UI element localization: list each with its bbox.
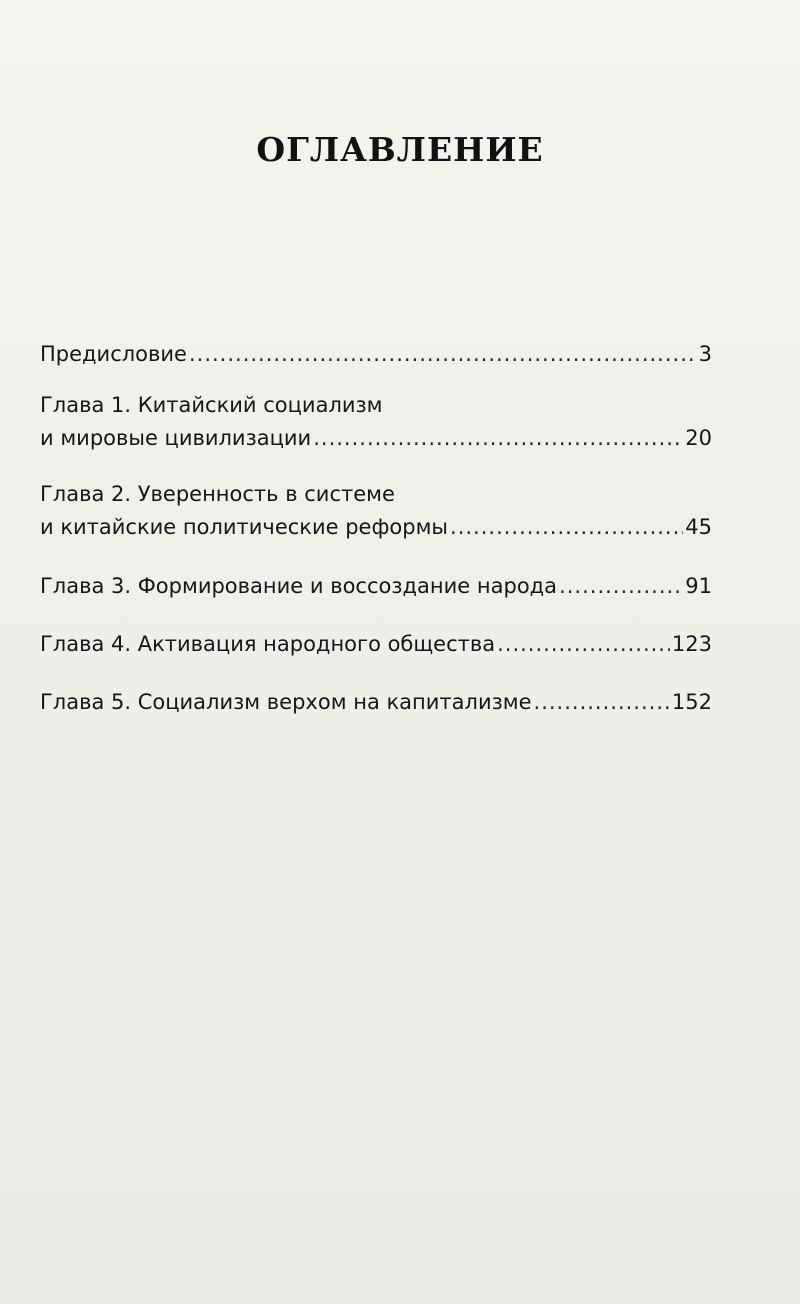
toc-page-number: 91 [685, 574, 712, 598]
toc-entry-chapter-2[interactable] [40, 478, 712, 544]
toc-line [40, 628, 712, 661]
toc-line [40, 422, 712, 455]
toc-entry-title: Предисловие [40, 342, 187, 366]
toc-line [40, 478, 712, 511]
toc-page-number: 45 [685, 515, 712, 539]
dot-leader [189, 338, 697, 371]
toc-page-number: 152 [671, 690, 712, 714]
toc-line [40, 389, 712, 422]
toc-entry-title: Глава 5. Социализм верхом на капитализме [40, 690, 532, 714]
toc-entry-title-continued: и мировые цивилизации [40, 426, 312, 450]
dot-leader [450, 511, 683, 544]
dot-leader [534, 686, 670, 719]
dot-leader [497, 628, 670, 661]
toc-entry-title: Глава 4. Активация народного общества [40, 632, 496, 656]
toc-entry-title-continued: и китайские политические реформы [40, 515, 449, 539]
toc-line [40, 511, 712, 544]
toc-line [40, 686, 712, 719]
toc-entry-preface[interactable] [40, 338, 712, 371]
page-title: ОГЛАВЛЕНИЕ [256, 130, 544, 169]
toc-entry-title: Глава 1. Китайский социализм [40, 393, 383, 417]
toc-line [40, 570, 712, 603]
toc-page-number: 3 [698, 342, 712, 366]
toc-entry-chapter-5[interactable] [40, 686, 712, 719]
dot-leader [559, 570, 683, 603]
toc-page-number: 20 [685, 426, 712, 450]
toc-entry-chapter-1[interactable] [40, 389, 712, 455]
toc-entry-chapter-3[interactable] [40, 570, 712, 603]
dot-leader [313, 422, 683, 455]
toc-page-number: 123 [671, 632, 712, 656]
toc-entry-title: Глава 3. Формирование и воссоздание народа [40, 574, 558, 598]
toc-entry-title: Глава 2. Уверенность в системе [40, 482, 395, 506]
toc-line [40, 338, 712, 371]
toc-entry-chapter-4[interactable] [40, 628, 712, 661]
